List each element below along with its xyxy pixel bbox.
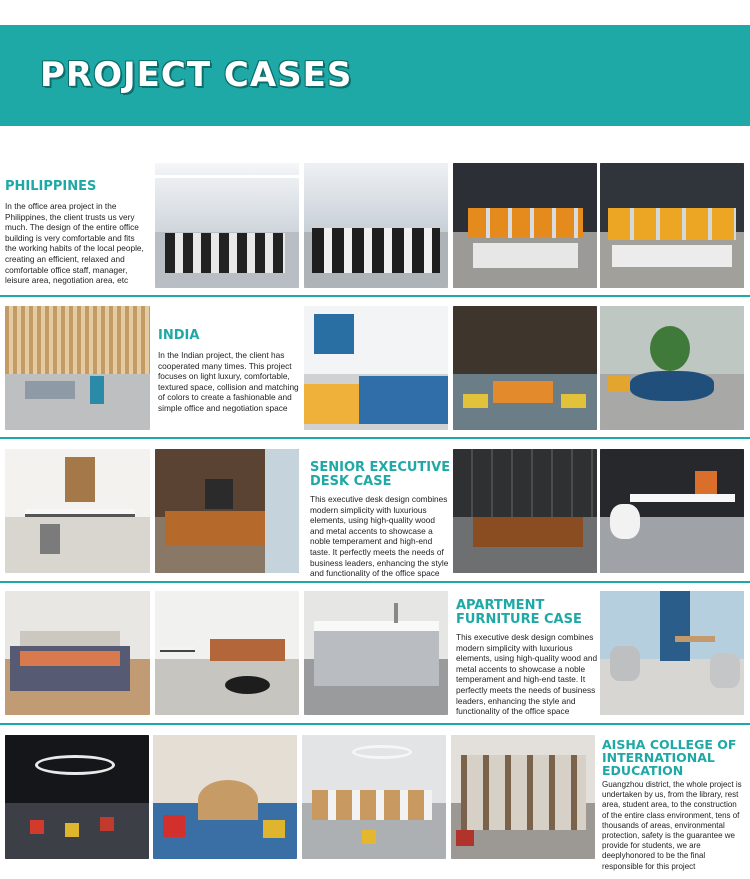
case-title-apartment-line2: FURNITURE CASE (456, 611, 582, 627)
photo-apartment-kitchen (304, 591, 448, 715)
case-text-aisha: Guangzhou district, the whole project is undertaken by us, from the library, rest area, student area, to the construction of the entire class environment, tens of thousands of areas, environmental protection, safety is the guarantee we provide for students, we are deeplyhonored to be the final responsible for this project (602, 780, 742, 871)
case-title-philippines: PHILIPPINES (5, 179, 97, 194)
case-title-senior-line1: SENIOR EXECUTIVE (310, 460, 451, 475)
photo-philippines-office-4 (600, 163, 744, 288)
photo-aisha-library-1 (5, 735, 149, 859)
photo-executive-desk-4 (600, 449, 744, 573)
section-divider (0, 581, 750, 583)
photo-india-sofa (304, 306, 448, 430)
case-title-aisha-line3: EDUCATION (602, 763, 684, 779)
photo-philippines-office-3 (453, 163, 597, 288)
photo-apartment-living-room (155, 591, 299, 715)
case-text-philippines: In the office area project in the Philippines, the client trusts us very much. The design of the entire office building is very comfortable and fits the working habits of the local people, creating an efficient, relaxed and comfortable office staff, manager, leisure area, negotiation area, etc (5, 201, 144, 286)
photo-philippines-office-1 (155, 163, 299, 288)
case-text-india: In the Indian project, the client has cooperated many times. This project focuses on light luxury, comfortable, textured space, collision and matching of colors to create a fashionable and simple office and negotiation space (158, 350, 299, 413)
case-title-apartment (456, 599, 582, 626)
photo-executive-desk-3 (453, 449, 597, 573)
photo-aisha-library-3 (302, 735, 446, 859)
section-divider (0, 723, 750, 725)
section-divider (0, 295, 750, 297)
photo-apartment-dining (600, 591, 744, 715)
case-title-aisha-line2: INTERNATIONAL (602, 750, 715, 766)
section-divider (0, 437, 750, 439)
photo-apartment-bedroom (5, 591, 150, 715)
photo-india-lounge (5, 306, 150, 430)
case-title-senior-executive (310, 461, 450, 488)
photo-executive-desk-1 (5, 449, 150, 573)
photo-executive-desk-2 (155, 449, 299, 573)
page-title: PROJECT CASES (40, 55, 353, 95)
photo-aisha-library-2 (153, 735, 297, 859)
photo-india-meeting (453, 306, 597, 430)
header-banner (0, 25, 750, 126)
case-title-aisha (602, 738, 736, 777)
photo-aisha-bookshelves (451, 735, 595, 859)
case-title-aisha-line1: AISHA COLLEGE OF (602, 737, 737, 752)
photo-philippines-office-2 (304, 163, 448, 288)
case-title-apartment-line1: APARTMENT (456, 598, 545, 613)
case-text-apartment: This executive desk design combines modern simplicity with luxurious elements, using high-quality wood and metal accents to showcase a noble temperament and high-end taste. It perfectly meets the needs of business leaders, enhancing the style and functionality of the office space (456, 632, 598, 717)
case-text-senior-executive: This executive desk design combines modern simplicity with luxurious elements, using high-quality wood and metal accents to showcase a noble temperament and high-end taste. It perfectly meets the needs of business leaders, enhancing the style and functionality of the office space (310, 494, 449, 579)
case-title-india: INDIA (158, 328, 200, 343)
photo-india-round-sofa (600, 306, 744, 430)
case-title-senior-line2: DESK CASE (310, 473, 392, 489)
